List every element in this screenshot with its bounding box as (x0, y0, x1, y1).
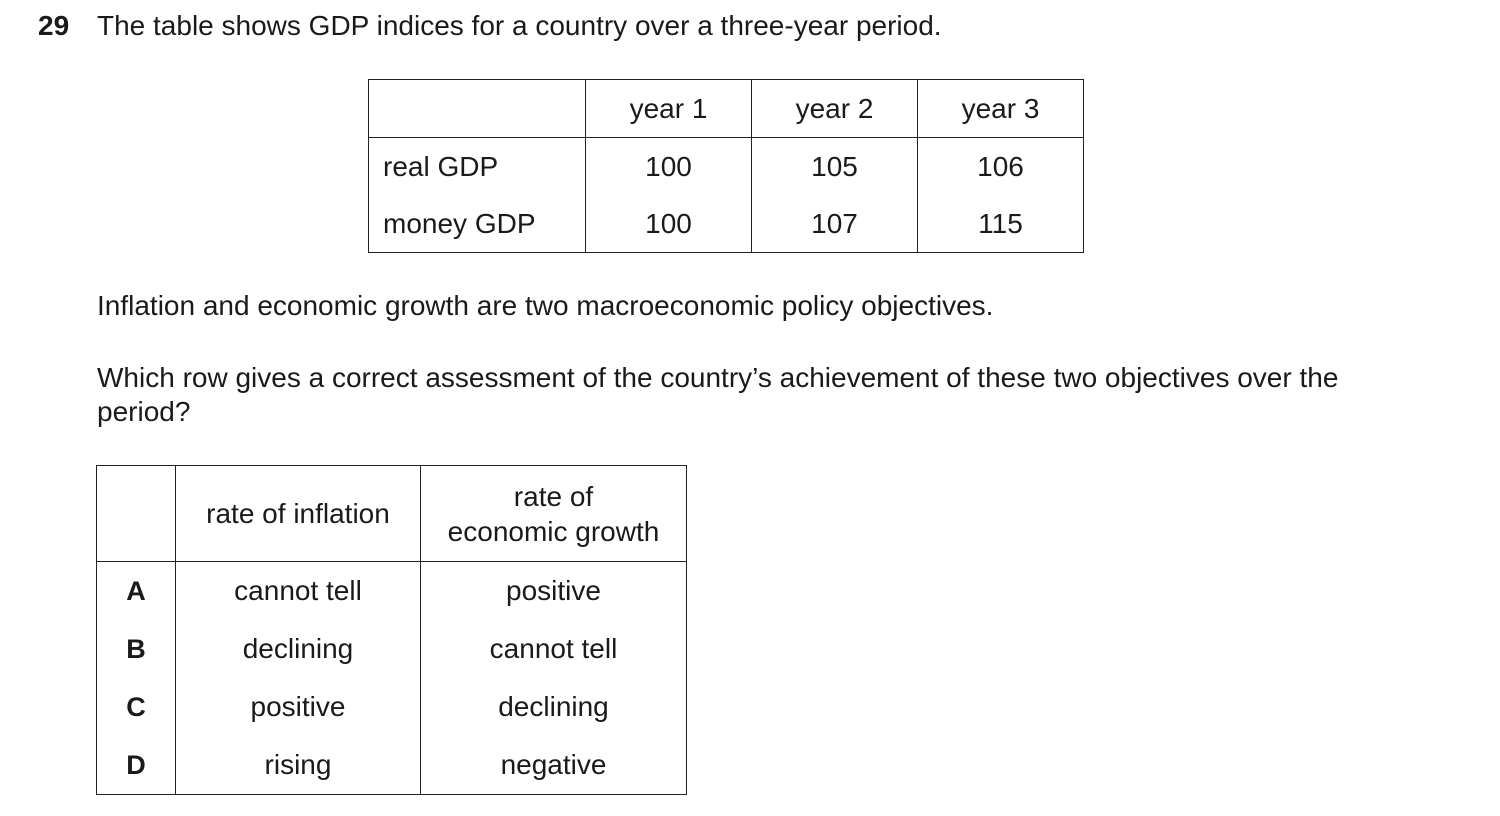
gdp-table-corner-cell (369, 80, 586, 138)
option-letter: B (97, 620, 176, 678)
option-letter: C (97, 678, 176, 736)
gdp-table-cell: 106 (918, 138, 1084, 196)
options-header-row (97, 466, 687, 562)
question-number: 29 (38, 10, 70, 41)
gdp-table-cell: 105 (752, 138, 918, 196)
gdp-table-header-year-3: year 3 (918, 80, 1084, 138)
gdp-indices-table (368, 79, 1084, 253)
option-letter: D (97, 736, 176, 795)
option-inflation-cell: positive (176, 678, 421, 736)
gdp-table-cell: 107 (752, 195, 918, 253)
question-prompt: Which row gives a correct assessment of the country’s achievement of these two objectives over the period? (97, 362, 1339, 427)
gdp-table-cell: 100 (586, 138, 752, 196)
gdp-table-row-money-gdp (369, 195, 1084, 253)
gdp-table-row-real-gdp (369, 138, 1084, 196)
option-row-d[interactable] (97, 736, 687, 795)
gdp-table-header-row (369, 80, 1084, 138)
gdp-table-row-label: real GDP (369, 138, 586, 196)
option-inflation-cell: declining (176, 620, 421, 678)
context-paragraph: Inflation and economic growth are two macroeconomic policy objectives. (97, 290, 994, 321)
option-growth-cell: positive (421, 562, 687, 621)
options-header-growth-line1: rate of (513, 480, 594, 512)
option-growth-cell: cannot tell (421, 620, 687, 678)
option-row-c[interactable] (97, 678, 687, 736)
gdp-table-header-year-1: year 1 (586, 80, 752, 138)
gdp-table-row-label: money GDP (369, 195, 586, 253)
gdp-table-header-year-2: year 2 (752, 80, 918, 138)
option-inflation-cell: cannot tell (176, 562, 421, 621)
options-header-growth-line2: economic growth (447, 515, 660, 547)
gdp-table-cell: 115 (918, 195, 1084, 253)
option-growth-cell: negative (421, 736, 687, 795)
option-letter: A (97, 562, 176, 621)
option-row-b[interactable] (97, 620, 687, 678)
question-stem: The table shows GDP indices for a country over a three-year period. (97, 10, 942, 41)
gdp-table-cell: 100 (586, 195, 752, 253)
options-header-growth (421, 466, 687, 562)
option-inflation-cell: rising (176, 736, 421, 795)
options-header-inflation: rate of inflation (176, 466, 421, 562)
option-row-a[interactable] (97, 562, 687, 621)
answer-options-table (96, 465, 687, 795)
options-corner-cell (97, 466, 176, 562)
option-growth-cell: declining (421, 678, 687, 736)
